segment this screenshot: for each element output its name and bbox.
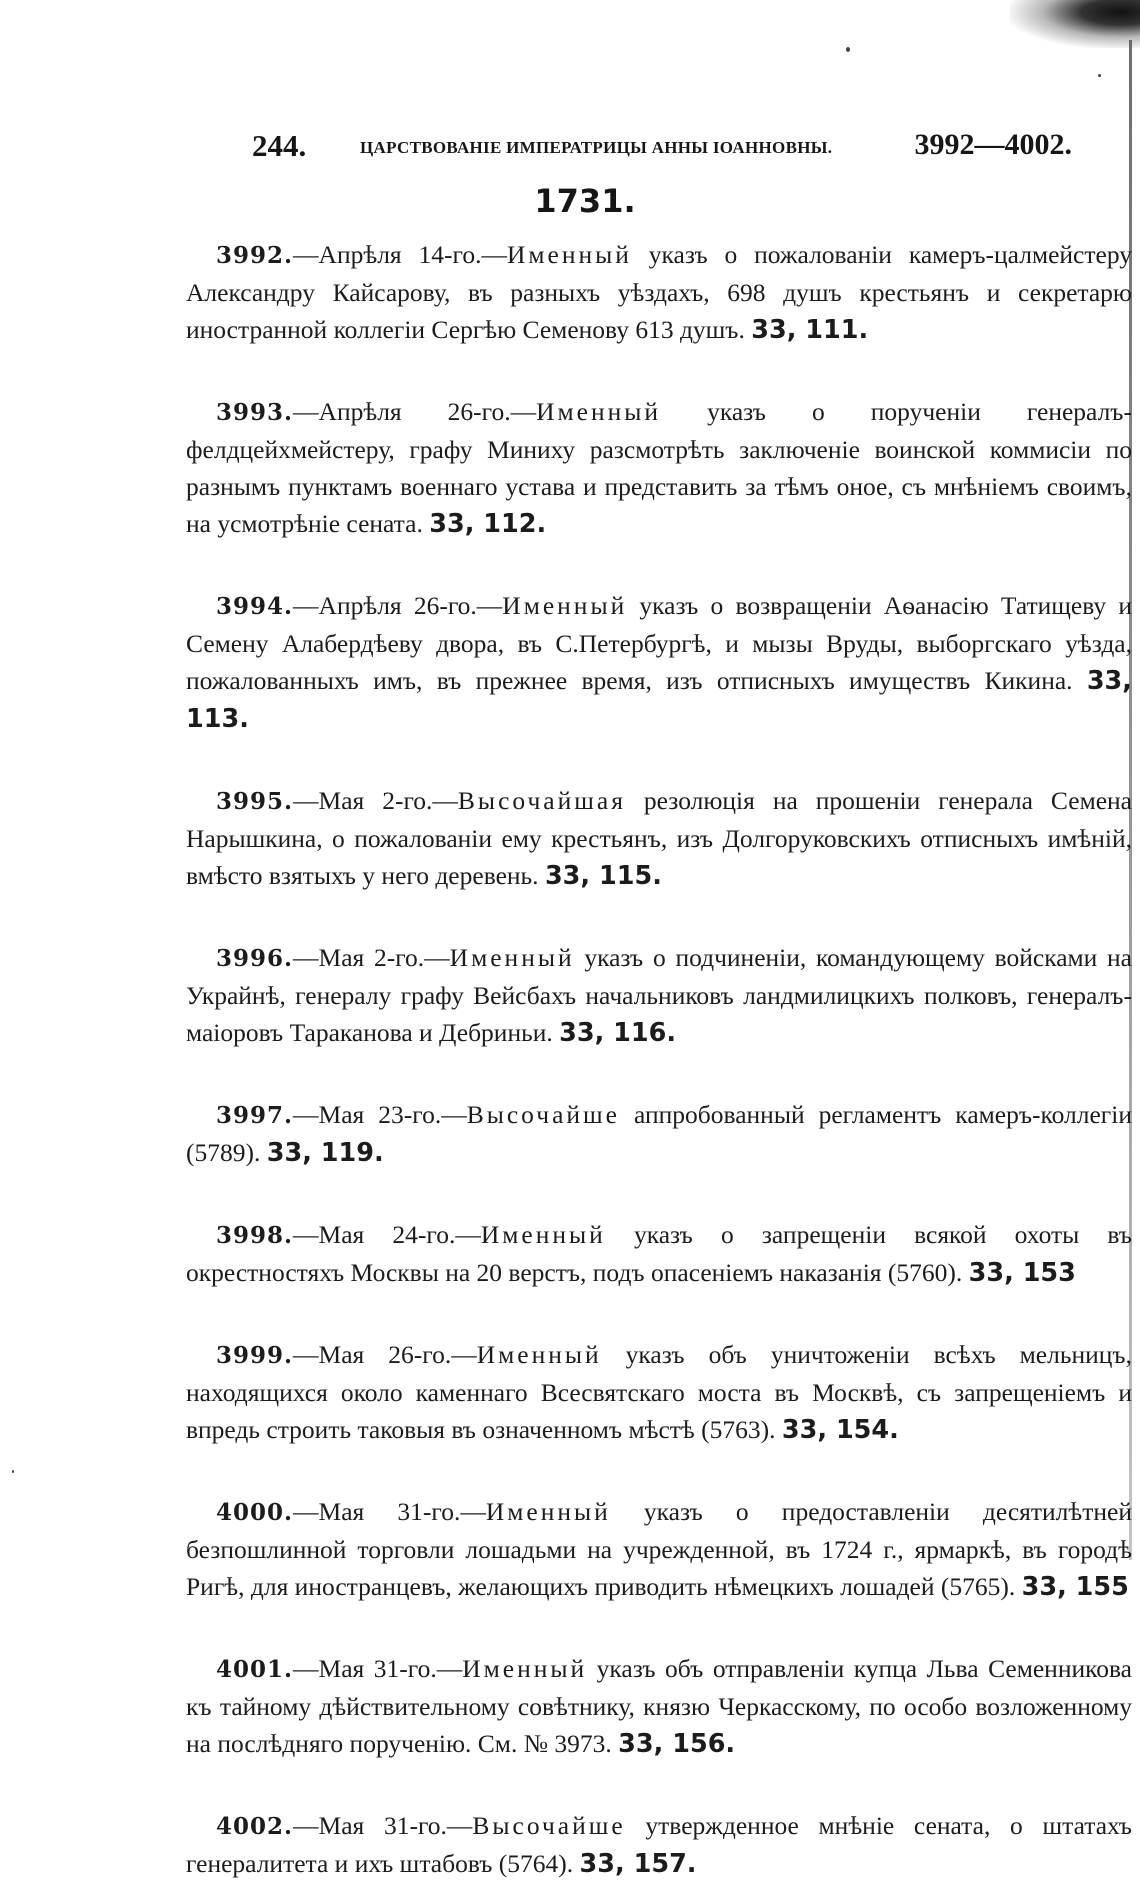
entry [186, 1096, 1132, 1172]
entry-date: —Мая 31-го.— [293, 1654, 463, 1683]
entry-doc-type: Именный [449, 943, 575, 972]
entry-doc-type: Высочайше [466, 1100, 620, 1129]
entry-text: резолюція на прошеніи генерала Семена Нарышкина, о пожалованіи ему крестьянъ, изъ Долгоруковскихъ отписныхъ имѣній, вмѣсто взятыхъ у него деревень. [186, 786, 1132, 890]
entry-doc-type: Именный [462, 1654, 588, 1683]
entry [186, 1650, 1132, 1763]
entry-gap [186, 738, 1132, 782]
entry-gap [186, 1763, 1132, 1807]
entry-text: утвержденное мнѣніе сената, о штатахъ генералитета и ихъ штабовъ (5764). [186, 1811, 1132, 1878]
entry-date: —Апрѣля 26-го.— [293, 591, 503, 620]
entry-doc-type: Именный [502, 591, 628, 620]
entry-number: 3993. [216, 399, 294, 426]
year-heading: 1731. [534, 182, 636, 220]
entry [186, 1336, 1132, 1449]
entry-number: 4001. [216, 1656, 294, 1683]
entry-gap [186, 543, 1132, 587]
entry-text: указъ о подчиненіи, командующему войсками на Украйнѣ, генералу графу Вейсбахъ начальниковъ ландмилицкихъ полковъ, генералъ-маіоровъ Тараканова и Дебриньи. [186, 943, 1132, 1047]
entry-number: 3992. [216, 242, 294, 269]
entry-number: 3995. [216, 788, 294, 815]
entry-date: —Мая 2-го.— [293, 943, 450, 972]
entry-doc-type: Именный [485, 1497, 611, 1526]
entry-reference: 33, 119. [266, 1138, 384, 1168]
entry-doc-type: Высочайше [472, 1811, 626, 1840]
page-number: 244. [252, 128, 307, 163]
scan-speck [846, 47, 850, 52]
entry-doc-type: Именный [506, 240, 632, 269]
entry-text: указъ о запрещеніи всякой охоты въ окрестностяхъ Москвы на 20 верстъ, подъ опасеніемъ наказанія (5760). [186, 1220, 1132, 1287]
entry-text: аппробованный регламентъ камеръ-коллегіи (5789). [186, 1100, 1132, 1167]
entries-list [186, 236, 1132, 1883]
entry-number: 3996. [216, 945, 294, 972]
entry-doc-type: Именный [536, 397, 662, 426]
entry-text: указъ объ отправленіи купца Льва Семенникова къ тайному дѣйствительному совѣтнику, князю Черкасскому, по особо возложенному на послѣдняго порученію. См. № 3973. [186, 1654, 1132, 1758]
entry-text: указъ о возвращеніи Аѳанасію Татищеву и Семену Алабердѣеву двора, въ С.Петербургѣ, и мызы Вруды, выборгскаго уѣзда, пожалованныхъ имъ, въ прежнее время, изъ отписныхъ имуществъ Кикина. [186, 591, 1132, 695]
entry-gap [186, 349, 1132, 393]
entry [186, 587, 1132, 738]
entry [186, 1493, 1132, 1606]
scan-speck [1098, 74, 1101, 77]
entry-doc-type: Высочайшая [457, 786, 626, 815]
entry-range: 3992—4002. [914, 128, 1072, 161]
entry-number: 3997. [216, 1102, 294, 1129]
entry-gap [186, 1172, 1132, 1216]
entry-text: указъ объ уничтоженіи всѣхъ мельницъ, находящихся около каменнаго Всесвятскаго моста въ Москвѣ, съ запрещеніемъ и впредь строить таковыя въ означенномъ мѣстѣ (5763). [186, 1340, 1132, 1444]
entry-date: —Апрѣля 14-го.— [293, 240, 507, 269]
entry-reference: 33, 111. [751, 315, 869, 345]
entry-number: 4000. [216, 1499, 294, 1526]
entry-date: —Апрѣля 26-го.— [293, 397, 537, 426]
entry-date: —Мая 2-го.— [293, 786, 458, 815]
entry-text: указъ о пожалованіи камеръ-цалмейстеру Александру Кайсарову, въ разныхъ уѣздахъ, 698 душъ крестьянъ и секретарю иностранной коллегіи Сергѣю Семенову 613 душъ. [186, 240, 1132, 344]
entry [186, 236, 1132, 349]
entry [186, 782, 1132, 895]
entry-date: —Мая 23-го.— [293, 1100, 467, 1129]
entry-gap [186, 1606, 1132, 1650]
running-title: ЦАРСТВОВАНІЕ ИМПЕРАТРИЦЫ АННЫ ІОАННОВНЫ. [360, 138, 833, 157]
entry-number: 3998. [216, 1222, 294, 1249]
entry-reference: 33, 154. [781, 1415, 899, 1445]
entry-date: —Мая 24-го.— [293, 1220, 481, 1249]
entry-date: —Мая 31-го.— [293, 1811, 473, 1840]
scan-speck [12, 1470, 14, 1473]
entry-reference: 33, 157. [579, 1849, 697, 1879]
entry [186, 1807, 1132, 1883]
entry-reference: 33, 155 [1021, 1572, 1129, 1602]
entry-reference: 33, 112. [429, 509, 547, 539]
entry-gap [186, 1292, 1132, 1336]
entry-reference: 33, 115. [544, 861, 662, 891]
entry-text: указъ о предоставленіи десятилѣтней безпошлинной торговли лошадьми на учрежденной, въ 1724 г., ярмаркѣ, въ городѣ Ригѣ, для иностранцевъ, желающихъ приводить нѣмецкихъ лошадей (5765). [186, 1497, 1132, 1601]
entry-doc-type: Именный [480, 1220, 606, 1249]
entry [186, 1216, 1132, 1292]
scan-artifact [1010, 0, 1140, 48]
entry-number: 3994. [216, 593, 294, 620]
entry-reference: 33, 153 [968, 1258, 1076, 1288]
entry-gap [186, 1449, 1132, 1493]
entry-gap [186, 1052, 1132, 1096]
entry-date: —Мая 31-го.— [293, 1497, 486, 1526]
entry-doc-type: Именный [476, 1340, 602, 1369]
entry-reference: 33, 156. [618, 1729, 736, 1759]
entry [186, 393, 1132, 543]
entry-gap [186, 895, 1132, 939]
entry-reference: 33, 113. [186, 666, 1132, 734]
entry-number: 3999. [216, 1342, 294, 1369]
entry-number: 4002. [216, 1813, 294, 1840]
page-header [252, 128, 1072, 168]
entry-reference: 33, 116. [559, 1018, 677, 1048]
entry [186, 939, 1132, 1052]
entry-text: указъ о порученіи генералъ-фелдцейхмейстеру, графу Миниху разсмотрѣть заключеніе воинской коммисіи по разнымъ пунктамъ военнаго устава и представить за тѣмъ оное, съ мнѣніемъ своимъ, на усмотрѣніе сената. [186, 397, 1132, 538]
entry-date: —Мая 26-го.— [293, 1340, 477, 1369]
